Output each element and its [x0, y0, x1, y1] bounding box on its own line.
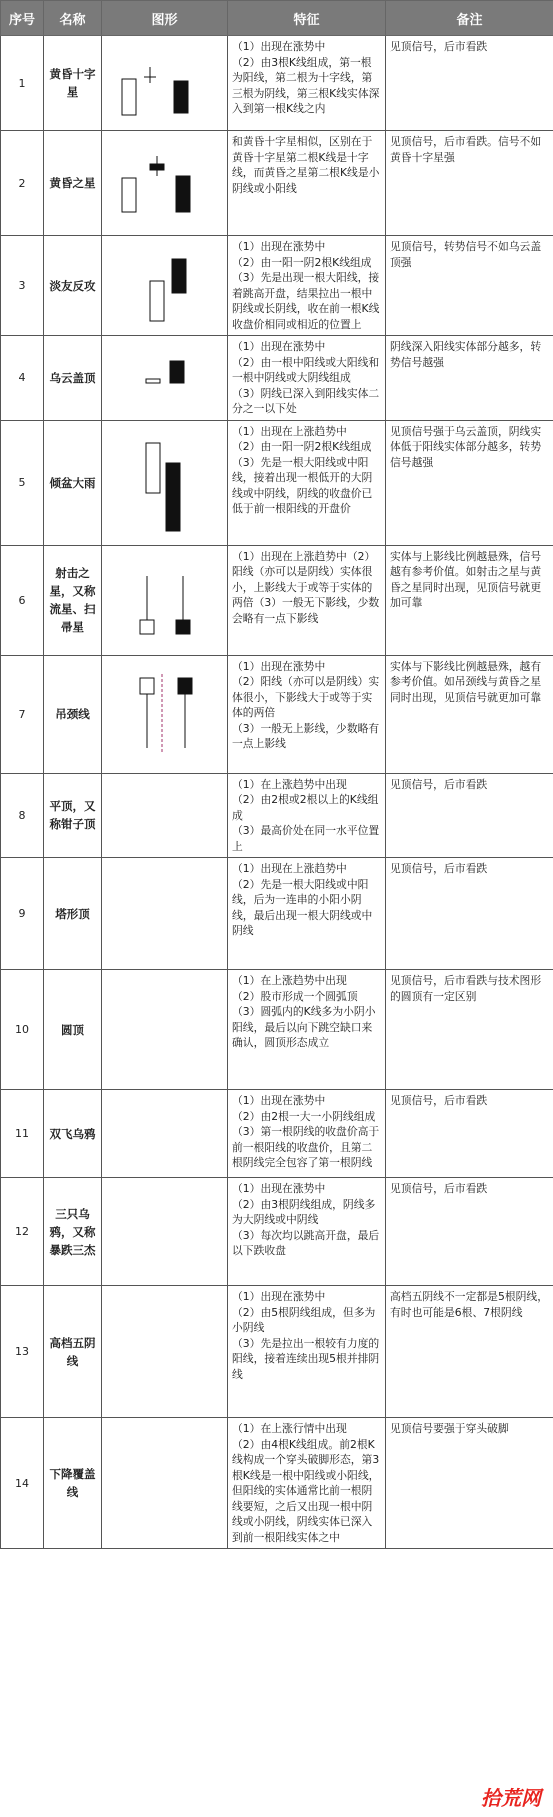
- table-row: [1, 655, 553, 773]
- candlestick-diagram: [102, 859, 227, 969]
- row-number: 2: [1, 131, 44, 236]
- feature-line: （1）在上涨行情中出现: [232, 1422, 347, 1435]
- note-line: 实体与下影线比例越悬殊，越有参考价值。如吊颈线与黄昏之星同时出现，见顶信号就更加可靠: [390, 659, 542, 704]
- pattern-name: 平顶，又称钳子顶: [44, 773, 102, 858]
- pattern-note: [386, 336, 553, 421]
- pattern-figure: [102, 236, 228, 336]
- candle-body: [122, 79, 136, 115]
- pattern-note: [386, 1090, 553, 1178]
- pattern-figure: [102, 336, 228, 421]
- feature-line: （3）每次均以跳高开盘，最后以下跌收盘: [232, 1228, 380, 1257]
- table-row: [1, 36, 553, 131]
- feature-line: 和黄昏十字星相似，区别在于黄昏十字星第二根K线是十字线，而黄昏之星第二根K线是小阴线或小阳线: [232, 135, 380, 195]
- candle-body: [122, 178, 136, 212]
- feature-line: （3）先是拉出一根较有力度的阳线，接着连续出现5根并排阴线: [232, 1336, 380, 1381]
- note-line: 见顶信号，后市看跌: [390, 40, 488, 53]
- candlestick-diagram: [102, 1422, 227, 1544]
- pattern-note: [386, 970, 553, 1090]
- pattern-feature: [228, 420, 386, 545]
- candlestick-diagram: [102, 339, 227, 417]
- header-figure: 图形: [102, 1, 228, 36]
- candle-body: [176, 176, 190, 212]
- feature-line: （1）出现在涨势中: [232, 659, 326, 673]
- pattern-note: [386, 36, 553, 131]
- feature-line: （2）由5根阴线组成，但多为小阴线: [232, 1305, 376, 1334]
- pattern-note: [386, 545, 553, 655]
- pattern-feature: [228, 336, 386, 421]
- table-row: [1, 773, 553, 858]
- pattern-note: [386, 1286, 553, 1418]
- row-number: 13: [1, 1286, 44, 1418]
- pattern-note: [386, 1418, 553, 1549]
- feature-line: （2）由一阳一阴2根K线组成: [232, 255, 372, 269]
- candle-body: [140, 678, 154, 694]
- candle-body: [146, 379, 160, 383]
- header-name: 名称: [44, 1, 102, 36]
- watermark-logo: 拾荒网: [481, 1786, 541, 1810]
- row-number: 11: [1, 1090, 44, 1178]
- header-note: 备注: [386, 1, 553, 36]
- candlestick-diagram: [102, 37, 227, 130]
- candlestick-diagram: [102, 656, 227, 772]
- pattern-name: 射击之星，又称流星、扫帚星: [44, 545, 102, 655]
- feature-line: （1）出现在涨势中: [232, 1290, 326, 1303]
- candlestick-diagram: [102, 239, 227, 333]
- header-feature: 特征: [228, 1, 386, 36]
- pattern-figure: [102, 1286, 228, 1418]
- pattern-feature: [228, 1090, 386, 1178]
- candlestick-diagram: [102, 774, 227, 856]
- feature-line: （1）出现在涨势中: [232, 1182, 326, 1195]
- row-number: 5: [1, 420, 44, 545]
- row-number: 3: [1, 236, 44, 336]
- feature-line: （2）由一根中阳线或大阳线和一根中阴线或大阴线组成: [232, 355, 380, 384]
- row-number: 10: [1, 970, 44, 1090]
- pattern-figure: [102, 1090, 228, 1178]
- pattern-figure: [102, 858, 228, 970]
- candle-body: [166, 463, 180, 531]
- feature-line: （1）出现在涨势中: [232, 240, 326, 253]
- note-line: 见顶信号，后市看跌。信号不如黄昏十字星强: [390, 135, 542, 164]
- note-line: 高档五阴线不一定都是5根阴线，有时也可能是6根、7根阴线: [390, 1290, 549, 1319]
- pattern-note: [386, 420, 553, 545]
- row-number: 4: [1, 336, 44, 421]
- candlestick-diagram: [102, 132, 227, 235]
- note-line: 见顶信号，后市看跌: [390, 862, 488, 875]
- pattern-name: 塔形顶: [44, 858, 102, 970]
- pattern-name: 高档五阴线: [44, 1286, 102, 1418]
- row-number: 7: [1, 655, 44, 773]
- candlestick-diagram: [102, 546, 227, 654]
- note-line: 见顶信号，后市看跌: [390, 1182, 488, 1195]
- feature-line: （2）阳线（亦可以是阴线）实体很小，下影线大于或等于实体的两倍: [232, 675, 380, 719]
- row-number: 14: [1, 1418, 44, 1549]
- candlestick-diagram: [102, 1179, 227, 1285]
- pattern-name: 倾盆大雨: [44, 420, 102, 545]
- note-line: 见顶信号，后市看跌: [390, 1094, 488, 1107]
- row-number: 9: [1, 858, 44, 970]
- pattern-note: [386, 655, 553, 773]
- table-row: [1, 131, 553, 236]
- table-row: [1, 236, 553, 336]
- feature-line: （1）出现在上涨趋势中: [232, 424, 347, 438]
- candle-body: [170, 361, 184, 383]
- row-number: 8: [1, 773, 44, 858]
- pattern-feature: [228, 1418, 386, 1549]
- pattern-feature: [228, 236, 386, 336]
- table-row: [1, 1286, 553, 1418]
- pattern-name: 黄昏十字星: [44, 36, 102, 131]
- feature-line: （3）圆弧内的K线多为小阴小阳线，最后以向下跳空缺口来确认，圆顶形态成立: [232, 1005, 376, 1049]
- feature-line: （3）一般无上影线，少数略有一点上影线: [232, 721, 380, 750]
- candlestick-diagram: [102, 971, 227, 1089]
- pattern-name: 吊颈线: [44, 655, 102, 773]
- pattern-name: 黄昏之星: [44, 131, 102, 236]
- feature-line: （1）出现在上涨趋势中（2）阳线（亦可以是阴线）实体很小，上影线大于或等于实体的两倍（3）一般无下影线，少数会略有一点下影线: [232, 549, 380, 625]
- candle-body: [172, 259, 186, 293]
- pattern-name: 乌云盖顶: [44, 336, 102, 421]
- feature-line: （3）先是一根大阳线或中阳线，接着出现一根低开的大阴线或中阴线，阴线的收盘价已低于前一根阳线的开盘价: [232, 455, 373, 515]
- feature-line: （2）由3根阴线组成，阴线多为大阴线或中阴线: [232, 1197, 376, 1226]
- pattern-name: 圆顶: [44, 970, 102, 1090]
- note-line: 见顶信号，转势信号不如乌云盖顶强: [390, 240, 542, 269]
- note-line: 见顶信号强于乌云盖顶，阴线实体低于阳线实体部分越多，转势信号越强: [390, 424, 542, 469]
- pattern-name: 下降覆盖线: [44, 1418, 102, 1549]
- pattern-figure: [102, 655, 228, 773]
- pattern-note: [386, 773, 553, 858]
- feature-line: （1）在上涨趋势中出现: [232, 974, 347, 987]
- header-no: 序号: [1, 1, 44, 36]
- feature-line: （2）先是一根大阳线或中阳线，后为一连串的小阳小阴线，最后出现一根大阴线或中阴线: [232, 877, 373, 937]
- table-row: [1, 1178, 553, 1286]
- pattern-feature: [228, 131, 386, 236]
- feature-line: （1）出现在上涨趋势中: [232, 862, 347, 875]
- pattern-figure: [102, 970, 228, 1090]
- candlestick-diagram: [102, 1287, 227, 1417]
- pattern-name: 双飞乌鸦: [44, 1090, 102, 1178]
- table-row: [1, 420, 553, 545]
- pattern-note: [386, 1178, 553, 1286]
- table-row: [1, 1090, 553, 1178]
- candle-body: [140, 620, 154, 634]
- pattern-figure: [102, 545, 228, 655]
- header-row: [1, 1, 553, 36]
- pattern-note: [386, 236, 553, 336]
- note-line: 阴线深入阳线实体部分越多，转势信号越强: [390, 340, 542, 369]
- pattern-feature: [228, 773, 386, 858]
- pattern-feature: [228, 545, 386, 655]
- pattern-figure: [102, 131, 228, 236]
- feature-line: （1）出现在涨势中: [232, 1094, 326, 1107]
- candle-body: [146, 443, 160, 493]
- table-row: [1, 970, 553, 1090]
- note-line: 见顶信号，后市看跌: [390, 777, 488, 791]
- pattern-feature: [228, 858, 386, 970]
- pattern-note: [386, 131, 553, 236]
- candle-body: [174, 81, 188, 113]
- feature-line: （2）由3根K线组成，第一根为阳线，第二根为十字线，第三根为阴线，第三根K线实体深入到第一根K线之内: [232, 55, 380, 115]
- note-line: 实体与上影线比例越悬殊，信号越有参考价值。如射击之星与黄昏之星同时出现，见顶信号就更加可靠: [390, 549, 542, 609]
- row-number: 1: [1, 36, 44, 131]
- pattern-feature: [228, 970, 386, 1090]
- table-row: [1, 545, 553, 655]
- feature-line: （3）第一根阴线的收盘价高于前一根阳线的收盘价，且第二根阴线完全包容了第一根阴线: [232, 1125, 380, 1169]
- pattern-note: [386, 858, 553, 970]
- candle-body: [178, 678, 192, 694]
- row-number: 12: [1, 1178, 44, 1286]
- candlestick-diagram: [102, 421, 227, 544]
- note-line: 见顶信号要强于穿头破脚: [390, 1422, 509, 1435]
- feature-line: （2）由4根K线组成。前2根K线构成一个穿头破脚形态，第3根K线是一根中阳线或小阳线，但阳线的实体通常比前一根阴线要短，之后又出现一根中阴线或小阴线，阴线实体已深入到前一根阳线实体之中: [232, 1437, 380, 1544]
- candle-body: [150, 164, 164, 170]
- feature-line: （3）先是出现一根大阳线，接着跳高开盘，结果拉出一根中阴线或长阴线，收在前一根K线收盘价相同或相近的位置上: [232, 271, 380, 331]
- pattern-name: 三只乌鸦，又称暴跌三杰: [44, 1178, 102, 1286]
- feature-line: （1）出现在涨势中: [232, 40, 326, 53]
- pattern-feature: [228, 36, 386, 131]
- feature-line: （1）出现在涨势中: [232, 340, 326, 353]
- pattern-name: 淡友反攻: [44, 236, 102, 336]
- feature-line: （3）最高价处在同一水平位置上: [232, 824, 380, 853]
- pattern-figure: [102, 420, 228, 545]
- feature-line: （1）在上涨趋势中出现: [232, 777, 347, 791]
- pattern-feature: [228, 1178, 386, 1286]
- candle-body: [176, 620, 190, 634]
- candlestick-diagram: [102, 1091, 227, 1177]
- note-line: 见顶信号，后市看跌与技术图形的圆顶有一定区别: [390, 974, 542, 1003]
- pattern-figure: [102, 773, 228, 858]
- feature-line: （2）由2根或2根以上的K线组成: [232, 793, 379, 822]
- feature-line: （2）由2根一大一小阴线组成: [232, 1109, 376, 1123]
- row-number: 6: [1, 545, 44, 655]
- feature-line: （2）由一阳一阴2根K线组成: [232, 440, 372, 453]
- table-row: [1, 1418, 553, 1549]
- feature-line: （2）股市形成一个圆弧顶: [232, 989, 358, 1003]
- pattern-figure: [102, 36, 228, 131]
- table-row: [1, 858, 553, 970]
- table-row: [1, 336, 553, 421]
- feature-line: （3）阴线已深入到阳线实体二分之一以下处: [232, 386, 380, 415]
- pattern-feature: [228, 655, 386, 773]
- candle-body: [150, 281, 164, 321]
- pattern-figure: [102, 1178, 228, 1286]
- pattern-feature: [228, 1286, 386, 1418]
- pattern-figure: [102, 1418, 228, 1549]
